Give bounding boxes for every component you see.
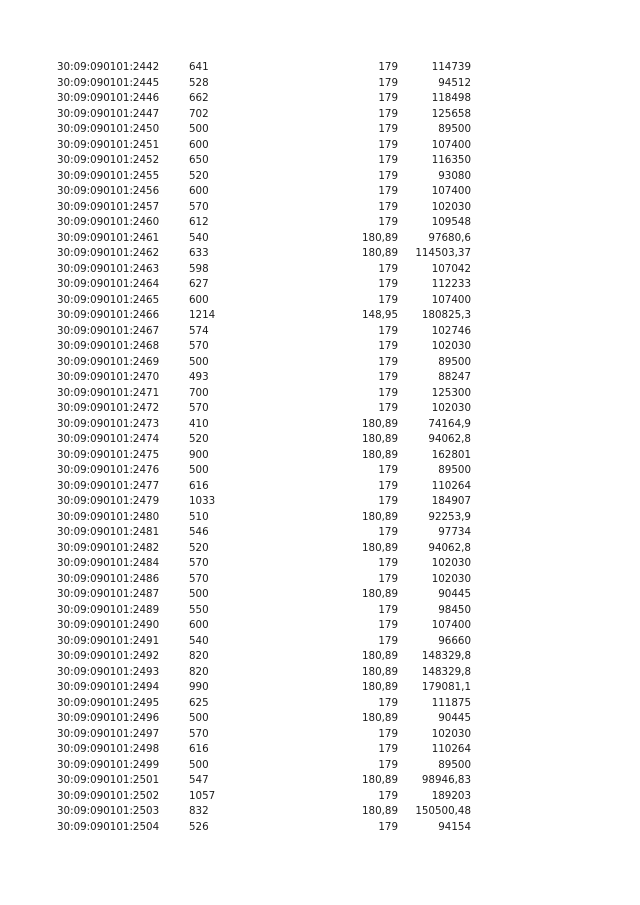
rate-cell: 179 [378, 185, 398, 197]
value-cell: 74164,9 [428, 417, 471, 430]
table-row [0, 401, 640, 417]
table-row [0, 432, 640, 448]
area-cell: 410 [189, 417, 209, 430]
cadastral-number-cell: 30:09:090101:2490 [57, 619, 160, 631]
area-cell: 520 [189, 169, 209, 182]
value-cell: 90445 [438, 588, 471, 600]
table-row [0, 215, 640, 231]
rate-cell: 179 [378, 76, 398, 89]
value-cell: 94154 [438, 820, 471, 833]
value-cell: 179081,1 [421, 681, 471, 693]
value-cell: 102746 [431, 324, 471, 337]
table-row [0, 525, 640, 541]
rate-cell: 180,89 [361, 510, 398, 523]
table-row [0, 711, 640, 727]
rate-cell: 179 [378, 324, 398, 337]
cadastral-number-cell: 30:09:090101:2472 [57, 402, 160, 414]
rate-cell: 179 [378, 464, 398, 476]
area-cell: 641 [189, 61, 209, 73]
value-cell: 102030 [431, 200, 471, 213]
rate-cell: 179 [378, 572, 398, 585]
cadastral-number-cell: 30:09:090101:2446 [57, 92, 160, 104]
table-row [0, 324, 640, 340]
cadastral-number-cell: 30:09:090101:2470 [57, 371, 160, 383]
cadastral-number-cell: 30:09:090101:2495 [57, 696, 160, 709]
rate-cell: 180,89 [361, 448, 398, 461]
table-row [0, 386, 640, 402]
value-cell: 118498 [431, 92, 471, 104]
cadastral-number-cell: 30:09:090101:2496 [57, 712, 160, 724]
rate-cell: 179 [378, 789, 398, 802]
rate-cell: 179 [378, 603, 398, 616]
data-table [0, 60, 640, 835]
value-cell: 107400 [431, 619, 471, 631]
table-row [0, 587, 640, 603]
table-row [0, 231, 640, 247]
area-cell: 570 [189, 557, 209, 569]
value-cell: 189203 [431, 789, 471, 802]
cadastral-number-cell: 30:09:090101:2489 [57, 603, 160, 616]
area-cell: 625 [189, 696, 209, 709]
area-cell: 633 [189, 247, 209, 259]
area-cell: 600 [189, 185, 209, 197]
area-cell: 540 [189, 231, 209, 244]
area-cell: 500 [189, 123, 209, 135]
rate-cell: 179 [378, 526, 398, 538]
table-row [0, 262, 640, 278]
rate-cell: 179 [378, 138, 398, 151]
table-row [0, 804, 640, 820]
table-row [0, 494, 640, 510]
rate-cell: 179 [378, 758, 398, 771]
cadastral-number-cell: 30:09:090101:2475 [57, 448, 160, 461]
area-cell: 500 [189, 758, 209, 771]
cadastral-number-cell: 30:09:090101:2455 [57, 169, 160, 182]
rate-cell: 148,95 [361, 309, 398, 321]
cadastral-number-cell: 30:09:090101:2457 [57, 200, 160, 213]
cadastral-number-cell: 30:09:090101:2492 [57, 650, 160, 662]
cadastral-number-cell: 30:09:090101:2445 [57, 76, 160, 89]
cadastral-number-cell: 30:09:090101:2502 [57, 789, 160, 802]
value-cell: 97734 [438, 526, 471, 538]
table-row [0, 355, 640, 371]
area-cell: 1057 [189, 789, 216, 802]
area-cell: 500 [189, 588, 209, 600]
table-row [0, 417, 640, 433]
area-cell: 540 [189, 634, 209, 647]
area-cell: 650 [189, 154, 209, 166]
area-cell: 520 [189, 541, 209, 554]
area-cell: 547 [189, 774, 209, 786]
value-cell: 110264 [431, 743, 471, 755]
value-cell: 89500 [438, 464, 471, 476]
value-cell: 184907 [431, 495, 471, 507]
cadastral-number-cell: 30:09:090101:2499 [57, 758, 160, 771]
cadastral-number-cell: 30:09:090101:2497 [57, 727, 160, 740]
area-cell: 510 [189, 510, 209, 523]
cadastral-number-cell: 30:09:090101:2482 [57, 541, 160, 554]
value-cell: 94062,8 [428, 541, 471, 554]
cadastral-number-cell: 30:09:090101:2493 [57, 665, 160, 678]
table-row [0, 122, 640, 138]
table-row [0, 370, 640, 386]
table-row [0, 479, 640, 495]
cadastral-number-cell: 30:09:090101:2451 [57, 138, 160, 151]
cadastral-number-cell: 30:09:090101:2473 [57, 417, 160, 430]
value-cell: 125658 [431, 107, 471, 120]
value-cell: 112233 [431, 278, 471, 290]
rate-cell: 180,89 [361, 231, 398, 244]
rate-cell: 179 [378, 557, 398, 569]
value-cell: 96660 [438, 634, 471, 647]
rate-cell: 179 [378, 696, 398, 709]
rate-cell: 179 [378, 169, 398, 182]
rate-cell: 180,89 [361, 433, 398, 445]
cadastral-number-cell: 30:09:090101:2462 [57, 247, 160, 259]
value-cell: 92253,9 [428, 510, 471, 523]
table-row [0, 727, 640, 743]
cadastral-number-cell: 30:09:090101:2447 [57, 107, 160, 120]
cadastral-number-cell: 30:09:090101:2468 [57, 340, 160, 352]
rate-cell: 179 [378, 123, 398, 135]
value-cell: 94512 [438, 76, 471, 89]
cadastral-number-cell: 30:09:090101:2460 [57, 216, 160, 228]
value-cell: 111875 [431, 696, 471, 709]
area-cell: 570 [189, 200, 209, 213]
rate-cell: 179 [378, 371, 398, 383]
value-cell: 90445 [438, 712, 471, 724]
table-row [0, 572, 640, 588]
area-cell: 570 [189, 572, 209, 585]
table-row [0, 138, 640, 154]
value-cell: 102030 [431, 340, 471, 352]
table-row [0, 91, 640, 107]
cadastral-number-cell: 30:09:090101:2461 [57, 231, 160, 244]
table-row [0, 758, 640, 774]
cadastral-number-cell: 30:09:090101:2481 [57, 526, 160, 538]
cadastral-number-cell: 30:09:090101:2476 [57, 464, 160, 476]
value-cell: 102030 [431, 727, 471, 740]
value-cell: 116350 [431, 154, 471, 166]
value-cell: 107400 [431, 138, 471, 151]
value-cell: 102030 [431, 557, 471, 569]
cadastral-number-cell: 30:09:090101:2484 [57, 557, 160, 569]
table-row [0, 339, 640, 355]
rate-cell: 179 [378, 340, 398, 352]
table-row [0, 107, 640, 123]
table-row [0, 603, 640, 619]
area-cell: 900 [189, 448, 209, 461]
table-row [0, 463, 640, 479]
area-cell: 1033 [189, 495, 216, 507]
area-cell: 702 [189, 107, 209, 120]
area-cell: 612 [189, 216, 209, 228]
table-row [0, 308, 640, 324]
value-cell: 93080 [438, 169, 471, 182]
rate-cell: 179 [378, 743, 398, 755]
cadastral-number-cell: 30:09:090101:2480 [57, 510, 160, 523]
value-cell: 148329,8 [421, 665, 471, 678]
rate-cell: 180,89 [361, 774, 398, 786]
table-row [0, 696, 640, 712]
rate-cell: 179 [378, 61, 398, 73]
table-row [0, 634, 640, 650]
rate-cell: 179 [378, 278, 398, 290]
table-row [0, 773, 640, 789]
table-row [0, 246, 640, 262]
rate-cell: 179 [378, 92, 398, 104]
value-cell: 88247 [438, 371, 471, 383]
area-cell: 520 [189, 433, 209, 445]
area-cell: 500 [189, 464, 209, 476]
value-cell: 162801 [431, 448, 471, 461]
area-cell: 546 [189, 526, 209, 538]
cadastral-number-cell: 30:09:090101:2466 [57, 309, 160, 321]
area-cell: 500 [189, 355, 209, 368]
area-cell: 570 [189, 727, 209, 740]
area-cell: 493 [189, 371, 209, 383]
area-cell: 570 [189, 402, 209, 414]
table-row [0, 184, 640, 200]
table-row [0, 200, 640, 216]
cadastral-number-cell: 30:09:090101:2464 [57, 278, 160, 290]
rate-cell: 179 [378, 619, 398, 631]
area-cell: 600 [189, 293, 209, 306]
table-row [0, 448, 640, 464]
value-cell: 125300 [431, 386, 471, 399]
value-cell: 94062,8 [428, 433, 471, 445]
cadastral-number-cell: 30:09:090101:2477 [57, 479, 160, 492]
rate-cell: 180,89 [361, 247, 398, 259]
value-cell: 114739 [431, 61, 471, 73]
rate-cell: 180,89 [361, 417, 398, 430]
rate-cell: 179 [378, 107, 398, 120]
area-cell: 820 [189, 650, 209, 662]
area-cell: 662 [189, 92, 209, 104]
value-cell: 102030 [431, 402, 471, 414]
area-cell: 600 [189, 619, 209, 631]
area-cell: 598 [189, 262, 209, 275]
cadastral-number-cell: 30:09:090101:2487 [57, 588, 160, 600]
value-cell: 102030 [431, 572, 471, 585]
table-row [0, 293, 640, 309]
cadastral-number-cell: 30:09:090101:2486 [57, 572, 160, 585]
value-cell: 98946,83 [421, 774, 471, 786]
rate-cell: 179 [378, 355, 398, 368]
cadastral-number-cell: 30:09:090101:2465 [57, 293, 160, 306]
table-row [0, 742, 640, 758]
cadastral-number-cell: 30:09:090101:2467 [57, 324, 160, 337]
cadastral-number-cell: 30:09:090101:2479 [57, 495, 160, 507]
area-cell: 990 [189, 681, 209, 693]
rate-cell: 179 [378, 154, 398, 166]
table-row [0, 76, 640, 92]
area-cell: 700 [189, 386, 209, 399]
cadastral-number-cell: 30:09:090101:2456 [57, 185, 160, 197]
table-row [0, 649, 640, 665]
area-cell: 500 [189, 712, 209, 724]
rate-cell: 179 [378, 402, 398, 414]
cadastral-number-cell: 30:09:090101:2504 [57, 820, 160, 833]
table-row [0, 277, 640, 293]
value-cell: 107400 [431, 185, 471, 197]
rate-cell: 179 [378, 495, 398, 507]
rate-cell: 180,89 [361, 541, 398, 554]
rate-cell: 180,89 [361, 665, 398, 678]
area-cell: 820 [189, 665, 209, 678]
table-row [0, 153, 640, 169]
value-cell: 114503,37 [415, 247, 471, 259]
value-cell: 109548 [431, 216, 471, 228]
area-cell: 526 [189, 820, 209, 833]
table-row [0, 510, 640, 526]
area-cell: 832 [189, 805, 209, 817]
value-cell: 107400 [431, 293, 471, 306]
cadastral-number-cell: 30:09:090101:2503 [57, 805, 160, 817]
table-row [0, 556, 640, 572]
rate-cell: 180,89 [361, 650, 398, 662]
rate-cell: 179 [378, 634, 398, 647]
rate-cell: 179 [378, 820, 398, 833]
area-cell: 550 [189, 603, 209, 616]
value-cell: 89500 [438, 355, 471, 368]
rate-cell: 179 [378, 262, 398, 275]
rate-cell: 179 [378, 386, 398, 399]
rate-cell: 180,89 [361, 681, 398, 693]
rate-cell: 179 [378, 200, 398, 213]
table-row [0, 680, 640, 696]
area-cell: 570 [189, 340, 209, 352]
value-cell: 107042 [431, 262, 471, 275]
table-row [0, 820, 640, 836]
area-cell: 616 [189, 743, 209, 755]
area-cell: 616 [189, 479, 209, 492]
value-cell: 89500 [438, 123, 471, 135]
cadastral-number-cell: 30:09:090101:2463 [57, 262, 160, 275]
cadastral-number-cell: 30:09:090101:2450 [57, 123, 160, 135]
value-cell: 89500 [438, 758, 471, 771]
cadastral-number-cell: 30:09:090101:2452 [57, 154, 160, 166]
value-cell: 148329,8 [421, 650, 471, 662]
cadastral-number-cell: 30:09:090101:2491 [57, 634, 160, 647]
area-cell: 600 [189, 138, 209, 151]
cadastral-number-cell: 30:09:090101:2498 [57, 743, 160, 755]
rate-cell: 179 [378, 216, 398, 228]
rate-cell: 179 [378, 293, 398, 306]
cadastral-number-cell: 30:09:090101:2442 [57, 61, 160, 73]
table-row [0, 789, 640, 805]
rate-cell: 179 [378, 727, 398, 740]
value-cell: 150500,48 [415, 805, 471, 817]
rate-cell: 180,89 [361, 805, 398, 817]
area-cell: 627 [189, 278, 209, 290]
table-row [0, 60, 640, 76]
table-row [0, 618, 640, 634]
table-row [0, 169, 640, 185]
cadastral-number-cell: 30:09:090101:2501 [57, 774, 160, 786]
value-cell: 180825,3 [421, 309, 471, 321]
table-row [0, 665, 640, 681]
value-cell: 97680,6 [428, 231, 471, 244]
cadastral-number-cell: 30:09:090101:2494 [57, 681, 160, 693]
rate-cell: 180,89 [361, 588, 398, 600]
rate-cell: 180,89 [361, 712, 398, 724]
table-row [0, 541, 640, 557]
area-cell: 528 [189, 76, 209, 89]
rate-cell: 179 [378, 479, 398, 492]
value-cell: 98450 [438, 603, 471, 616]
area-cell: 574 [189, 324, 209, 337]
value-cell: 110264 [431, 479, 471, 492]
cadastral-number-cell: 30:09:090101:2469 [57, 355, 160, 368]
cadastral-number-cell: 30:09:090101:2471 [57, 386, 160, 399]
cadastral-number-cell: 30:09:090101:2474 [57, 433, 160, 445]
area-cell: 1214 [189, 309, 216, 321]
